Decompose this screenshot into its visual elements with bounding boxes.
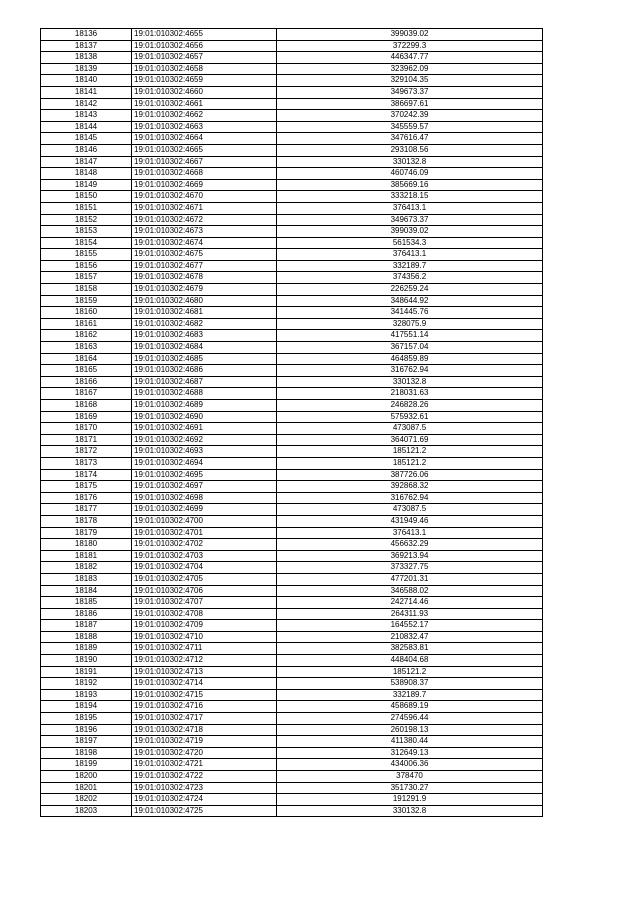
table-row [41,713,543,725]
table-row [41,805,543,817]
row-number-cell: 18169 [41,411,132,423]
cadastral-number-cell: 19:01:010302:4673 [132,226,277,238]
table-row [41,782,543,794]
value-cell: 185121.2 [277,446,543,458]
cadastral-number-cell: 19:01:010302:4694 [132,457,277,469]
value-cell: 312649.13 [277,747,543,759]
cadastral-number-cell: 19:01:010302:4656 [132,40,277,52]
cadastral-number-cell: 19:01:010302:4685 [132,353,277,365]
row-number-cell: 18199 [41,759,132,771]
table-row [41,365,543,377]
row-number-cell: 18187 [41,620,132,632]
row-number-cell: 18166 [41,376,132,388]
row-number-cell: 18188 [41,631,132,643]
table-row [41,295,543,307]
table-row [41,469,543,481]
value-cell: 575932.61 [277,411,543,423]
value-cell: 349673.37 [277,214,543,226]
row-number-cell: 18148 [41,168,132,180]
row-number-cell: 18143 [41,110,132,122]
table-row [41,527,543,539]
table-row [41,191,543,203]
row-number-cell: 18161 [41,318,132,330]
table-row [41,759,543,771]
cadastral-number-cell: 19:01:010302:4709 [132,620,277,632]
row-number-cell: 18179 [41,527,132,539]
value-cell: 246828.26 [277,400,543,412]
cadastral-number-cell: 19:01:010302:4689 [132,400,277,412]
table-row [41,492,543,504]
table-row [41,747,543,759]
table-row [41,620,543,632]
value-cell: 218031.63 [277,388,543,400]
table-row [41,631,543,643]
value-cell: 328075.9 [277,318,543,330]
row-number-cell: 18167 [41,388,132,400]
value-cell: 374356.2 [277,272,543,284]
table-row [41,655,543,667]
row-number-cell: 18186 [41,608,132,620]
cadastral-number-cell: 19:01:010302:4702 [132,539,277,551]
table-row [41,434,543,446]
value-cell: 364071.69 [277,434,543,446]
value-cell: 399039.02 [277,29,543,41]
table-row [41,457,543,469]
table-row [41,794,543,806]
table-row [41,249,543,261]
table-row [41,179,543,191]
value-cell: 191291.9 [277,794,543,806]
row-number-cell: 18168 [41,400,132,412]
value-cell: 385669.16 [277,179,543,191]
table-row [41,539,543,551]
row-number-cell: 18190 [41,655,132,667]
cadastral-number-cell: 19:01:010302:4715 [132,689,277,701]
cadastral-number-cell: 19:01:010302:4723 [132,782,277,794]
cadastral-number-cell: 19:01:010302:4697 [132,481,277,493]
cadastral-number-cell: 19:01:010302:4658 [132,63,277,75]
row-number-cell: 18153 [41,226,132,238]
cadastral-number-cell: 19:01:010302:4716 [132,701,277,713]
cadastral-number-cell: 19:01:010302:4690 [132,411,277,423]
value-cell: 561534.3 [277,237,543,249]
row-number-cell: 18193 [41,689,132,701]
value-cell: 417551.14 [277,330,543,342]
cadastral-number-cell: 19:01:010302:4704 [132,562,277,574]
table-row [41,353,543,365]
value-cell: 370242.39 [277,110,543,122]
row-number-cell: 18196 [41,724,132,736]
value-cell: 411380.44 [277,736,543,748]
table-row [41,226,543,238]
cadastral-number-cell: 19:01:010302:4662 [132,110,277,122]
table-row [41,214,543,226]
row-number-cell: 18139 [41,63,132,75]
row-number-cell: 18185 [41,597,132,609]
value-cell: 456632.29 [277,539,543,551]
cadastral-number-cell: 19:01:010302:4701 [132,527,277,539]
table-row [41,98,543,110]
cadastral-number-cell: 19:01:010302:4672 [132,214,277,226]
table-row [41,504,543,516]
value-cell: 460746.09 [277,168,543,180]
row-number-cell: 18197 [41,736,132,748]
table-row [41,597,543,609]
table-row [41,237,543,249]
table-row [41,411,543,423]
table-row [41,52,543,64]
row-number-cell: 18154 [41,237,132,249]
cadastral-number-cell: 19:01:010302:4721 [132,759,277,771]
cadastral-number-cell: 19:01:010302:4663 [132,121,277,133]
value-cell: 372299.3 [277,40,543,52]
row-number-cell: 18138 [41,52,132,64]
table-row [41,376,543,388]
value-cell: 376413.1 [277,527,543,539]
row-number-cell: 18174 [41,469,132,481]
table-row [41,643,543,655]
value-cell: 392868.32 [277,481,543,493]
row-number-cell: 18147 [41,156,132,168]
row-number-cell: 18159 [41,295,132,307]
value-cell: 369213.94 [277,550,543,562]
value-cell: 378470 [277,771,543,783]
table-row [41,260,543,272]
cadastral-number-cell: 19:01:010302:4667 [132,156,277,168]
cadastral-number-cell: 19:01:010302:4671 [132,202,277,214]
row-number-cell: 18180 [41,539,132,551]
row-number-cell: 18149 [41,179,132,191]
row-number-cell: 18201 [41,782,132,794]
cadastral-number-cell: 19:01:010302:4668 [132,168,277,180]
cadastral-number-cell: 19:01:010302:4717 [132,713,277,725]
value-cell: 399039.02 [277,226,543,238]
value-cell: 293108.56 [277,144,543,156]
row-number-cell: 18152 [41,214,132,226]
cadastral-number-cell: 19:01:010302:4695 [132,469,277,481]
cadastral-number-cell: 19:01:010302:4706 [132,585,277,597]
value-cell: 386697.61 [277,98,543,110]
row-number-cell: 18182 [41,562,132,574]
value-cell: 376413.1 [277,202,543,214]
row-number-cell: 18141 [41,86,132,98]
value-cell: 330132.8 [277,156,543,168]
table-body [41,29,543,817]
row-number-cell: 18181 [41,550,132,562]
table-row [41,678,543,690]
cadastral-number-cell: 19:01:010302:4680 [132,295,277,307]
value-cell: 431949.46 [277,515,543,527]
value-cell: 448404.68 [277,655,543,667]
table-row [41,400,543,412]
cadastral-number-cell: 19:01:010302:4660 [132,86,277,98]
row-number-cell: 18156 [41,260,132,272]
value-cell: 316762.94 [277,492,543,504]
value-cell: 538908.37 [277,678,543,690]
table-row [41,446,543,458]
value-cell: 226259.24 [277,284,543,296]
row-number-cell: 18160 [41,307,132,319]
cadastral-number-cell: 19:01:010302:4681 [132,307,277,319]
cadastral-number-cell: 19:01:010302:4713 [132,666,277,678]
value-cell: 348644.92 [277,295,543,307]
row-number-cell: 18165 [41,365,132,377]
table-row [41,307,543,319]
table-row [41,202,543,214]
table-row [41,585,543,597]
row-number-cell: 18150 [41,191,132,203]
value-cell: 332189.7 [277,260,543,272]
cadastral-number-cell: 19:01:010302:4698 [132,492,277,504]
value-cell: 264311.93 [277,608,543,620]
cadastral-number-cell: 19:01:010302:4692 [132,434,277,446]
table-row [41,689,543,701]
value-cell: 473087.5 [277,504,543,516]
value-cell: 351730.27 [277,782,543,794]
value-cell: 210832.47 [277,631,543,643]
cadastral-number-cell: 19:01:010302:4699 [132,504,277,516]
table-row [41,133,543,145]
table-row [41,724,543,736]
value-cell: 330132.8 [277,376,543,388]
table-row [41,29,543,41]
cadastral-number-cell: 19:01:010302:4683 [132,330,277,342]
table-row [41,40,543,52]
cadastral-number-cell: 19:01:010302:4720 [132,747,277,759]
cadastral-number-cell: 19:01:010302:4710 [132,631,277,643]
table-row [41,701,543,713]
cadastral-number-cell: 19:01:010302:4675 [132,249,277,261]
cadastral-number-cell: 19:01:010302:4703 [132,550,277,562]
row-number-cell: 18203 [41,805,132,817]
row-number-cell: 18172 [41,446,132,458]
row-number-cell: 18146 [41,144,132,156]
cadastral-number-cell: 19:01:010302:4655 [132,29,277,41]
cadastral-value-table [40,28,543,817]
row-number-cell: 18164 [41,353,132,365]
cadastral-number-cell: 19:01:010302:4693 [132,446,277,458]
row-number-cell: 18191 [41,666,132,678]
value-cell: 473087.5 [277,423,543,435]
value-cell: 274596.44 [277,713,543,725]
table-row [41,75,543,87]
value-cell: 373327.75 [277,562,543,574]
cadastral-number-cell: 19:01:010302:4661 [132,98,277,110]
table-row [41,144,543,156]
row-number-cell: 18189 [41,643,132,655]
value-cell: 185121.2 [277,666,543,678]
cadastral-number-cell: 19:01:010302:4674 [132,237,277,249]
row-number-cell: 18140 [41,75,132,87]
value-cell: 329104.35 [277,75,543,87]
value-cell: 333218.15 [277,191,543,203]
row-number-cell: 18137 [41,40,132,52]
table-row [41,736,543,748]
cadastral-number-cell: 19:01:010302:4688 [132,388,277,400]
value-cell: 316762.94 [277,365,543,377]
row-number-cell: 18163 [41,342,132,354]
cadastral-number-cell: 19:01:010302:4722 [132,771,277,783]
table-row [41,388,543,400]
cadastral-number-cell: 19:01:010302:4682 [132,318,277,330]
row-number-cell: 18170 [41,423,132,435]
value-cell: 376413.1 [277,249,543,261]
cadastral-number-cell: 19:01:010302:4719 [132,736,277,748]
cadastral-number-cell: 19:01:010302:4677 [132,260,277,272]
table-row [41,562,543,574]
row-number-cell: 18136 [41,29,132,41]
cadastral-number-cell: 19:01:010302:4678 [132,272,277,284]
row-number-cell: 18157 [41,272,132,284]
cadastral-number-cell: 19:01:010302:4687 [132,376,277,388]
table-row [41,342,543,354]
table-row [41,156,543,168]
value-cell: 341445.76 [277,307,543,319]
table-row [41,318,543,330]
row-number-cell: 18198 [41,747,132,759]
value-cell: 446347.77 [277,52,543,64]
row-number-cell: 18144 [41,121,132,133]
value-cell: 323962.09 [277,63,543,75]
cadastral-number-cell: 19:01:010302:4665 [132,144,277,156]
value-cell: 242714.46 [277,597,543,609]
table-row [41,666,543,678]
row-number-cell: 18142 [41,98,132,110]
row-number-cell: 18184 [41,585,132,597]
row-number-cell: 18195 [41,713,132,725]
row-number-cell: 18171 [41,434,132,446]
table-row [41,515,543,527]
cadastral-number-cell: 19:01:010302:4670 [132,191,277,203]
table-row [41,330,543,342]
cadastral-number-cell: 19:01:010302:4669 [132,179,277,191]
row-number-cell: 18200 [41,771,132,783]
value-cell: 260198.13 [277,724,543,736]
row-number-cell: 18162 [41,330,132,342]
cadastral-number-cell: 19:01:010302:4684 [132,342,277,354]
cadastral-number-cell: 19:01:010302:4724 [132,794,277,806]
value-cell: 464859.89 [277,353,543,365]
table-row [41,423,543,435]
value-cell: 367157.04 [277,342,543,354]
value-cell: 346588.02 [277,585,543,597]
value-cell: 164552.17 [277,620,543,632]
table-row [41,110,543,122]
table-row [41,168,543,180]
row-number-cell: 18178 [41,515,132,527]
cadastral-number-cell: 19:01:010302:4691 [132,423,277,435]
table-row [41,272,543,284]
value-cell: 434006.36 [277,759,543,771]
table-row [41,481,543,493]
cadastral-number-cell: 19:01:010302:4725 [132,805,277,817]
cadastral-number-cell: 19:01:010302:4700 [132,515,277,527]
row-number-cell: 18176 [41,492,132,504]
row-number-cell: 18145 [41,133,132,145]
value-cell: 477201.31 [277,573,543,585]
row-number-cell: 18177 [41,504,132,516]
value-cell: 458689.19 [277,701,543,713]
value-cell: 330132.8 [277,805,543,817]
row-number-cell: 18192 [41,678,132,690]
cadastral-number-cell: 19:01:010302:4714 [132,678,277,690]
value-cell: 349673.37 [277,86,543,98]
table-row [41,63,543,75]
cadastral-number-cell: 19:01:010302:4657 [132,52,277,64]
row-number-cell: 18202 [41,794,132,806]
table-row [41,284,543,296]
row-number-cell: 18194 [41,701,132,713]
value-cell: 387726.06 [277,469,543,481]
cadastral-number-cell: 19:01:010302:4707 [132,597,277,609]
cadastral-number-cell: 19:01:010302:4679 [132,284,277,296]
cadastral-number-cell: 19:01:010302:4659 [132,75,277,87]
cadastral-number-cell: 19:01:010302:4708 [132,608,277,620]
row-number-cell: 18173 [41,457,132,469]
table-row [41,573,543,585]
cadastral-number-cell: 19:01:010302:4686 [132,365,277,377]
table-row [41,608,543,620]
row-number-cell: 18183 [41,573,132,585]
row-number-cell: 18155 [41,249,132,261]
cadastral-number-cell: 19:01:010302:4664 [132,133,277,145]
row-number-cell: 18151 [41,202,132,214]
value-cell: 345559.57 [277,121,543,133]
table-row [41,121,543,133]
cadastral-number-cell: 19:01:010302:4705 [132,573,277,585]
cadastral-number-cell: 19:01:010302:4711 [132,643,277,655]
row-number-cell: 18175 [41,481,132,493]
table-row [41,771,543,783]
cadastral-number-cell: 19:01:010302:4718 [132,724,277,736]
row-number-cell: 18158 [41,284,132,296]
value-cell: 185121.2 [277,457,543,469]
table-row [41,86,543,98]
value-cell: 347616.47 [277,133,543,145]
value-cell: 332189.7 [277,689,543,701]
value-cell: 382583.81 [277,643,543,655]
cadastral-number-cell: 19:01:010302:4712 [132,655,277,667]
table-row [41,550,543,562]
